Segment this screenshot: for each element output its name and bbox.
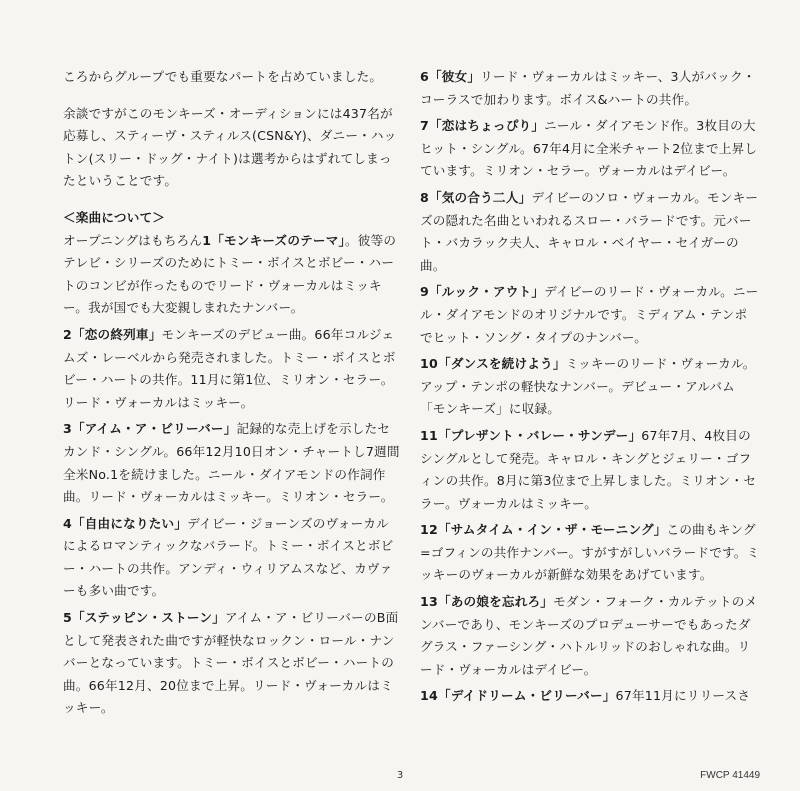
track-6-text: リード・ヴォーカルはミッキー、3人がバック・コーラスで加わります。ボイス&ハートの共作。 — [420, 69, 756, 107]
track-1-title: 「モンキーズのテーマ」 — [211, 232, 346, 248]
track-7-title: 「恋はちょっぴり」 — [428, 118, 545, 134]
track-11-paragraph — [420, 425, 760, 515]
track-5-text: アイム・ア・ビリーバーのB面として発表された曲ですが軽快なロックン・ロール・ナンバーとなっています。トミー・ボイスとボビー・ハートの曲。66年12月、20位まで上昇。リード・ヴォーカルはミッキー。 — [63, 610, 399, 716]
track-5-number: 5 — [63, 610, 72, 626]
track-4-paragraph — [63, 513, 401, 603]
track-14-text: 67年11月にリリースさ — [615, 688, 751, 704]
track-11-text: 67年7月、4枚目のシングルとして発売。キャロル・キングとジェリー・ゴフィンの共作。8月に第3位まで上昇しました。ミリオン・セラー。ヴォーカルはミッキー。 — [420, 427, 757, 511]
track-14-title: 「デイドリーム・ビリーバー」 — [437, 688, 616, 704]
track-3-number: 3 — [63, 421, 72, 437]
track-8-title: 「気の合う二人」 — [428, 189, 532, 205]
track-10-text: ミッキーのリード・ヴォーカル。アップ・テンポの軽快なナンバー。デビュー・アルバム「モンキーズ」に収録。 — [420, 356, 756, 417]
track-1-pre: オープニングはもちろん — [63, 232, 203, 248]
track-14-number: 14 — [420, 688, 438, 704]
track-3-text: 記録的な売上げを示したセカンド・シングル。66年12月10日オン・チャートし7週間全米No.1を続けました。ニール・ダイアモンドの作詞作曲。リード・ヴォーカルはミッキー。ミリオン・セラー。 — [63, 421, 400, 505]
track-9-text: デイビーのリード・ヴォーカル。ニール・ダイアモンドのオリジナルです。ミディアム・テンポでヒット・ソング・タイプのナンバー。 — [420, 284, 759, 345]
left-column — [63, 66, 401, 724]
track-8-text: デイビーのソロ・ヴォーカル。モンキーズの隠れた名曲といわれるスロー・バラードです。元バート・バカラック夫人、キャロル・ベイヤー・セイガーの曲。 — [420, 189, 759, 273]
track-11-number: 11 — [420, 427, 438, 443]
track-9-paragraph — [420, 281, 760, 349]
track-1-text: 。彼等のテレビ・シリーズのためにトミー・ボイスとボビー・ハートのコンビが作ったものでリード・ヴォーカルはミッキー。我が国でも大変親しまれたナンバー。 — [63, 232, 397, 316]
track-6-paragraph — [420, 66, 760, 111]
track-7-number: 7 — [420, 118, 429, 134]
track-12-paragraph — [420, 519, 760, 587]
track-5-paragraph — [63, 607, 401, 720]
track-9-title: 「ルック・アウト」 — [428, 284, 545, 300]
track-6-number: 6 — [420, 69, 429, 84]
catalog-code: FWCP 41449 — [700, 770, 760, 781]
track-2-title: 「恋の終列車」 — [71, 326, 162, 342]
intro-paragraph-2: 余談ですがこのモンキーズ・オーディションには437名が応募し、スティーヴ・スティルス(CSN&Y)、ダニー・ハットン(スリー・ドッグ・ナイト)は選考からはずれてしまったということです。 — [63, 105, 397, 189]
track-10-paragraph — [420, 353, 760, 421]
intro-paragraph-1: ころからグループでも重要なパートを占めていました。 — [63, 69, 383, 84]
track-13-title: 「あの娘を忘れろ」 — [437, 594, 554, 610]
track-1-paragraph — [63, 230, 401, 320]
track-12-text: この曲もキング=ゴフィンの共作ナンバー。すがすがしいバラードです。ミッキーのヴォーカルが新鮮な効果をあげています。 — [420, 522, 760, 583]
track-4-text: デイビー・ジョーンズのヴォーカルによるロマンティックなバラード。トミー・ボイスとボビー・ハートの共作。アンディ・ウィリアムスなど、カヴァーも多い曲です。 — [63, 515, 394, 599]
track-12-title: 「サムタイム・イン・ザ・モーニング」 — [437, 522, 667, 538]
track-13-paragraph — [420, 591, 760, 681]
track-7-paragraph — [420, 115, 760, 183]
track-2-paragraph — [63, 324, 401, 414]
track-9-number: 9 — [420, 284, 429, 300]
track-4-number: 4 — [63, 515, 72, 531]
track-11-title: 「プレザント・バレー・サンデー」 — [437, 427, 642, 443]
track-10-title: 「ダンスを続けよう」 — [437, 356, 566, 372]
section-heading: ＜楽曲について＞ — [63, 209, 166, 225]
track-2-number: 2 — [63, 326, 72, 342]
track-13-number: 13 — [420, 594, 438, 610]
track-13-text: モダン・フォーク・カルテットのメンバーであり、モンキーズのプロデューサーでもあったダグラス・ファーシング・ハトルリッドのおしゃれな曲。リード・ヴォーカルはデイビー。 — [420, 594, 758, 677]
track-8-paragraph — [420, 187, 760, 277]
track-6-title: 「彼女」 — [428, 69, 481, 84]
track-7-text: ニール・ダイアモンド作。3枚目の大ヒット・シングル。67年4月に全米チャート2位まで上昇しています。ミリオン・セラー。ヴォーカルはデイビー。 — [420, 118, 758, 179]
track-4-title: 「自由になりたい」 — [71, 515, 188, 531]
right-column — [420, 66, 760, 712]
track-1-number: 1 — [202, 232, 212, 248]
track-12-number: 12 — [420, 522, 438, 538]
track-14-paragraph — [420, 685, 760, 708]
track-3-title: 「アイム・ア・ビリーバー」 — [71, 421, 237, 437]
track-10-number: 10 — [420, 356, 438, 372]
track-5-title: 「ステッピン・ストーン」 — [71, 610, 225, 626]
track-3-paragraph — [63, 418, 401, 508]
track-2-text: モンキーズのデビュー曲。66年コルジェムズ・レーベルから発売されました。トミー・ボイスとボビー・ハートの共作。11月に第1位、ミリオン・セラー。リード・ヴォーカルはミッキー。 — [63, 326, 396, 410]
track-8-number: 8 — [420, 189, 429, 205]
page-number: 3 — [396, 770, 404, 781]
